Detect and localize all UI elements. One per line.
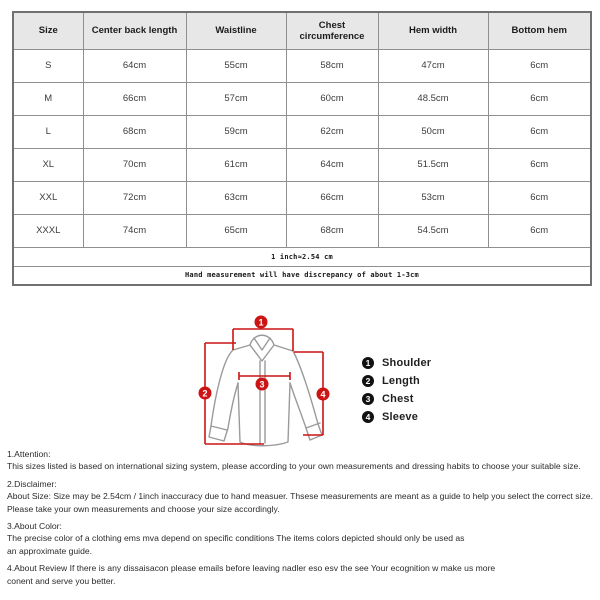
table-row xyxy=(13,181,591,214)
table-cell: 48.5cm xyxy=(378,82,488,115)
section-about-color xyxy=(7,520,599,557)
section-text: conent and serve you better. xyxy=(7,575,116,586)
table-cell: 61cm xyxy=(186,148,286,181)
section-about-review xyxy=(7,562,599,587)
table-cell: 6cm xyxy=(488,181,591,214)
legend-bullet-icon: 2 xyxy=(362,375,374,387)
table-row xyxy=(13,82,591,115)
table-cell: 64cm xyxy=(286,148,378,181)
note-inch-conversion: 1 inch≈2.54 cm xyxy=(13,247,591,266)
legend-bullet-icon: 4 xyxy=(362,411,374,423)
table-cell: 6cm xyxy=(488,214,591,247)
table-cell: 6cm xyxy=(488,115,591,148)
legend-item-length xyxy=(362,372,431,390)
column-header-size: Size xyxy=(13,12,83,49)
table-cell: 62cm xyxy=(286,115,378,148)
table-cell: 59cm xyxy=(186,115,286,148)
table-cell: 50cm xyxy=(378,115,488,148)
table-cell: 47cm xyxy=(378,49,488,82)
marker-number-4: 4 xyxy=(320,389,326,400)
table-cell: 68cm xyxy=(286,214,378,247)
section-attention xyxy=(7,448,599,473)
marker-number-3: 3 xyxy=(259,379,265,390)
section-text: Please take your own measurements and choose your size accordingly. xyxy=(7,503,280,514)
diagram-legend xyxy=(362,354,431,426)
section-text: an approximate guide. xyxy=(7,545,93,556)
table-cell: 55cm xyxy=(186,49,286,82)
table-cell: 74cm xyxy=(83,214,186,247)
table-cell: 66cm xyxy=(286,181,378,214)
table-cell: 72cm xyxy=(83,181,186,214)
table-cell: 58cm xyxy=(286,49,378,82)
section-text: 4.About Review If there is any dissaisacon please emails before leaving nadler eso esv the see Your ecognition w make us more xyxy=(7,563,496,574)
legend-bullet-icon: 1 xyxy=(362,357,374,369)
table-cell: 6cm xyxy=(488,148,591,181)
table-cell: 70cm xyxy=(83,148,186,181)
legend-item-chest xyxy=(362,390,431,408)
table-cell: M xyxy=(13,82,83,115)
note-row xyxy=(13,266,591,285)
table-cell: 64cm xyxy=(83,49,186,82)
column-header-chest-circumference: Chest circumference xyxy=(286,12,378,49)
section-text: About Size: Size may be 2.54cm / 1inch inaccuracy due to hand measuer. Thsese measurements are meant as a guide to help you select the correct size. xyxy=(7,491,593,502)
column-header-center-back-length: Center back length xyxy=(83,12,186,49)
section-text: This sizes listed is based on international sizing system, please according to your own measurements and dressing habits to choose your suitable size. xyxy=(7,461,581,472)
table-cell: 68cm xyxy=(83,115,186,148)
table-cell: S xyxy=(13,49,83,82)
table-cell: L xyxy=(13,115,83,148)
legend-label: Shoulder xyxy=(382,357,432,369)
column-header-hem-width: Hem width xyxy=(378,12,488,49)
shirt-measurement-diagram xyxy=(150,296,360,448)
table-cell: XXL xyxy=(13,181,83,214)
table-cell: 57cm xyxy=(186,82,286,115)
marker-number-1: 1 xyxy=(258,317,264,328)
note-row xyxy=(13,247,591,266)
note-measurement-discrepancy: Hand measurement will have discrepancy of about 1-3cm xyxy=(13,266,591,285)
table-cell: 65cm xyxy=(186,214,286,247)
section-title: 2.Disclaimer: xyxy=(7,478,57,489)
table-cell: 51.5cm xyxy=(378,148,488,181)
table-cell: 54.5cm xyxy=(378,214,488,247)
table-cell: 53cm xyxy=(378,181,488,214)
legend-bullet-icon: 3 xyxy=(362,393,374,405)
table-cell: 63cm xyxy=(186,181,286,214)
section-title: 3.About Color: xyxy=(7,521,62,532)
section-title: 1.Attention: xyxy=(7,449,51,459)
table-cell: XXXL xyxy=(13,214,83,247)
column-header-bottom-hem: Bottom hem xyxy=(488,12,591,49)
table-header-row xyxy=(13,12,591,49)
legend-label: Length xyxy=(382,375,420,387)
table-cell: 6cm xyxy=(488,49,591,82)
section-disclaimer xyxy=(7,478,599,515)
table-row xyxy=(13,49,591,82)
table-row xyxy=(13,214,591,247)
table-cell: 60cm xyxy=(286,82,378,115)
legend-label: Chest xyxy=(382,393,414,405)
legend-label: Sleeve xyxy=(382,411,419,423)
table-cell: XL xyxy=(13,148,83,181)
legend-item-shoulder xyxy=(362,354,431,372)
footer-notes xyxy=(7,448,599,592)
column-header-waistline: Waistline xyxy=(186,12,286,49)
size-chart-table xyxy=(12,11,592,286)
table-row xyxy=(13,148,591,181)
table-row xyxy=(13,115,591,148)
section-text: The precise color of a clothing ems mva depend on specific conditions The items colors depicted should only be used as xyxy=(7,533,465,544)
table-cell: 6cm xyxy=(488,82,591,115)
table-cell: 66cm xyxy=(83,82,186,115)
marker-number-2: 2 xyxy=(202,388,208,399)
legend-item-sleeve xyxy=(362,408,431,426)
